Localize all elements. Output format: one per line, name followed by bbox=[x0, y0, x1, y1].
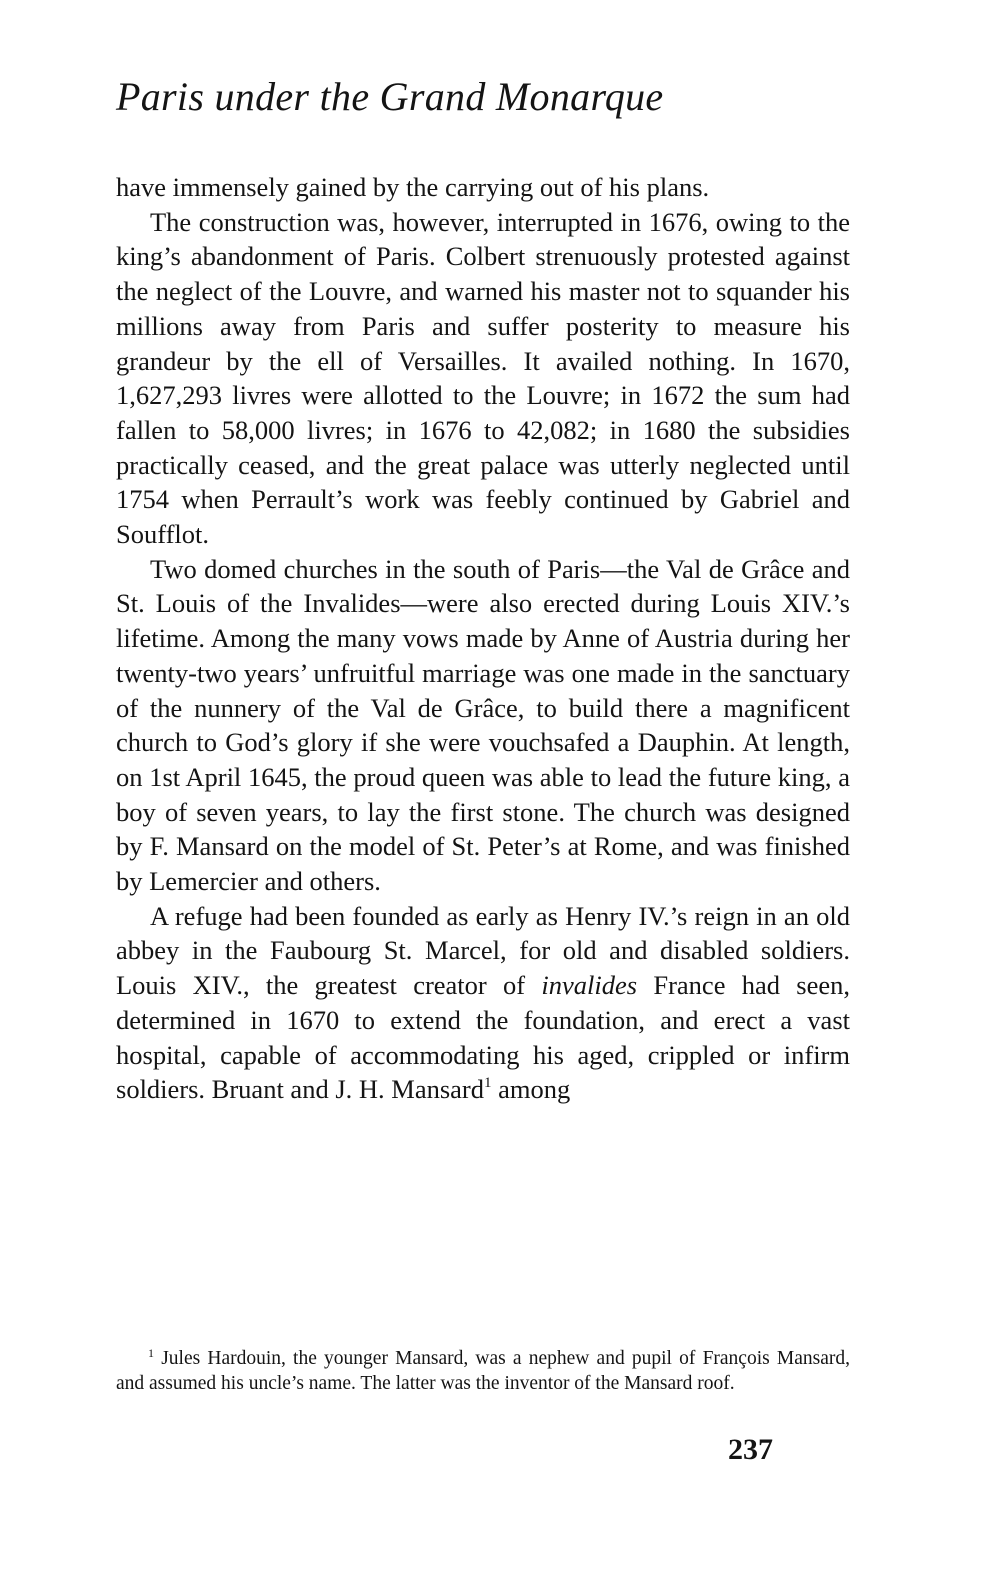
page-number: 237 bbox=[728, 1433, 773, 1466]
paragraph: The construction was, however, interrupted in 1676, owing to the king’s abandonment of Paris. Colbert strenuously protested against the neglect of the Louvre, and warned his master not to squander his millions away from Paris and suffer posterity to measure his grandeur by the ell of Versailles. It availed nothing. In 1670, 1,627,293 livres were allotted to the Louvre; in 1672 the sum had fallen to 58,000 livres; in 1676 to 42,082; in 1680 the subsidies practically ceased, and the great palace was utterly neglected until 1754 when Perrault’s work was feebly continued by Gabriel and Soufflot. bbox=[116, 206, 850, 550]
footnote-text: Jules Hardouin, the younger Mansard, was a nephew and pupil of François Mansard, and assumed his uncle’s name. The latter was the inventor of the Mansard roof. bbox=[116, 1348, 850, 1394]
paragraph: Two domed churches in the south of Paris—the Val de Grâce and St. Louis of the Invalides—were also erected during Louis XIV.’s lifetime. Among the many vows made by Anne of Austria during her twenty-two years’ unfruitful marriage was one made in the sanctuary of the nunnery of the Val de Grâce, to build there a magnificent church to God’s glory if she were vouchsafed a Dauphin. At length, on 1st April 1645, the proud queen was able to lead the future king, a boy of seven years, to lay the first stone. The church was designed by F. Mansard on the model of St. Peter’s at Rome, and was finished by Lemercier and others. bbox=[116, 553, 850, 897]
running-head: Paris under the Grand Monarque bbox=[116, 74, 664, 119]
italic-term: invalides bbox=[541, 970, 638, 1001]
footnote bbox=[116, 1346, 850, 1396]
paragraph bbox=[116, 899, 850, 1107]
footnote-mark: 1 bbox=[148, 1346, 154, 1360]
main-text bbox=[116, 170, 850, 1107]
paragraph: have immensely gained by the carrying out of his plans. bbox=[116, 172, 710, 202]
text-run: among bbox=[498, 1074, 571, 1105]
footnote-reference[interactable]: 1 bbox=[484, 1075, 492, 1092]
text-run: France had seen, determined in 1670 to extend the foundation, and erect a vast hospital, capable of accommodating his aged, crippled or infirm soldiers. Bruant and J. H. Mansard bbox=[116, 970, 850, 1105]
footnote-section bbox=[116, 1346, 850, 1396]
text-run: A refuge had been founded as early as Henry IV.’s reign in an old abbey in the Faubourg St. Marcel, for old and disabled soldiers. Louis XIV., the greatest creator of bbox=[116, 900, 850, 1001]
